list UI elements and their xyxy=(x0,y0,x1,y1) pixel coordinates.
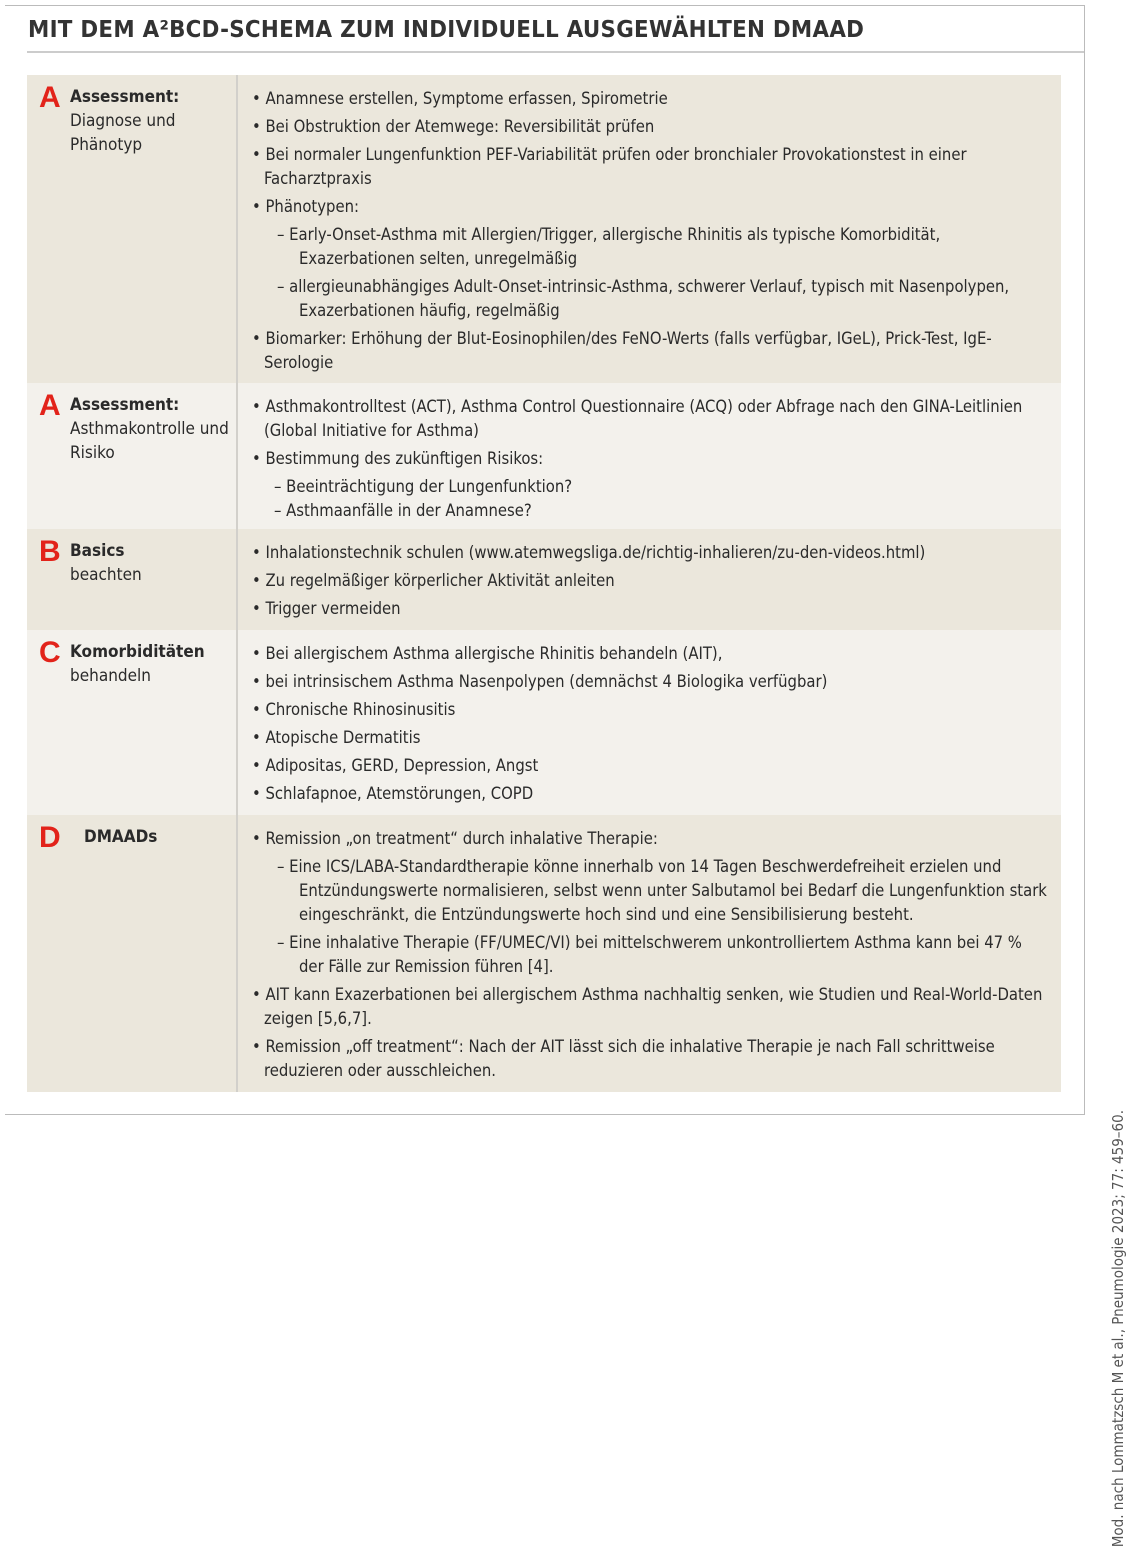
bullet-item: • bei intrinsischem Asthma Nasenpolypen (demnächst 4 Biologika verfügbar) xyxy=(252,672,828,691)
row-content xyxy=(238,630,1061,815)
row-label xyxy=(27,75,238,383)
bullet-item: • Biomarker: Erhöhung der Blut-Eosinophilen/des FeNO-Werts (falls verfügbar, IGeL), Prick-Test, IgE-Serologie xyxy=(252,329,992,372)
title-divider xyxy=(27,51,1084,53)
table-row xyxy=(27,529,1061,630)
step-subheading: behandeln xyxy=(70,666,151,686)
bullet-item: • Bestimmung des zukünftigen Risikos: xyxy=(252,449,544,468)
row-label xyxy=(27,383,238,529)
step-subheading: Diagnose und Phänotyp xyxy=(70,111,176,155)
schema-table xyxy=(27,75,1061,1092)
step-heading: Assessment: xyxy=(70,87,180,107)
page-title: MIT DEM A²BCD-SCHEMA ZUM INDIVIDUELL AUSGEWÄHLTEN DMAAD xyxy=(28,17,865,43)
step-heading: Assessment: xyxy=(70,395,180,415)
bullet-item: • Zu regelmäßiger körperlicher Aktivität anleiten xyxy=(252,571,615,590)
row-content xyxy=(238,383,1061,529)
bullet-item: • Trigger vermeiden xyxy=(252,599,401,618)
bullet-item: • Bei Obstruktion der Atemwege: Reversibilität prüfen xyxy=(252,117,655,136)
bullet-item: • Inhalationstechnik schulen (www.atemwegsliga.de/richtig-inhalieren/zu-den-videos.html) xyxy=(252,543,926,562)
sub-item: – Eine ICS/LABA-Standardtherapie könne innerhalb von 14 Tagen Beschwerdefreiheit erzielen und Entzündungswerte normalisieren, selbst wenn unter Salbutamol bei Bedarf die Lungenfunktion stark eingeschränkt, die Entzündungswerte hoch sind und eine Sensibilisierung besteht. xyxy=(277,857,1047,924)
bullet-item: • Atopische Dermatitis xyxy=(252,728,421,747)
step-letter: B xyxy=(39,535,61,568)
step-subheading: beachten xyxy=(70,565,142,585)
step-heading: Komorbiditäten xyxy=(70,642,205,662)
row-content xyxy=(238,529,1061,630)
row-content xyxy=(238,815,1061,1092)
table-row xyxy=(27,630,1061,815)
table-row xyxy=(27,383,1061,529)
bullet-item: • Bei allergischem Asthma allergische Rhinitis behandeln (AIT), xyxy=(252,644,723,663)
bullet-item: • Adipositas, GERD, Depression, Angst xyxy=(252,756,539,775)
bullet-item: • Asthmakontrolltest (ACT), Asthma Control Questionnaire (ACQ) oder Abfrage nach den GINA-Leitlinien (Global Initiative for Asthma) xyxy=(252,397,1023,440)
sub-item: – allergieunabhängiges Adult-Onset-intrinsic-Asthma, schwerer Verlauf, typisch mit Nasenpolypen, Exazerbationen häufig, regelmäßig xyxy=(277,277,1010,320)
step-letter: C xyxy=(39,636,61,669)
sub-item: – Early-Onset-Asthma mit Allergien/Trigger, allergische Rhinitis als typische Komorbidität, Exazerbationen selten, unregelmäßig xyxy=(277,225,941,268)
step-letter: A xyxy=(39,389,61,422)
row-label xyxy=(27,630,238,815)
step-heading: DMAADs xyxy=(84,827,158,847)
bullet-item: • Phänotypen: xyxy=(252,197,359,216)
row-label xyxy=(27,815,238,1092)
step-subheading: Asthmakontrolle und Risiko xyxy=(70,419,229,463)
step-letter: D xyxy=(39,821,61,854)
step-letter: A xyxy=(39,81,61,114)
table-row xyxy=(27,815,1061,1092)
bullet-item: • AIT kann Exazerbationen bei allergischem Asthma nachhaltig senken, wie Studien und Real-World-Daten zeigen [5,6,7]. xyxy=(252,985,1043,1028)
bullet-item: • Schlafapnoe, Atemstörungen, COPD xyxy=(252,784,534,803)
bullet-item: • Remission „on treatment“ durch inhalative Therapie: xyxy=(252,829,658,848)
bullet-item: • Bei normaler Lungenfunktion PEF-Variabilität prüfen oder bronchialer Provokationstest in einer Facharztpraxis xyxy=(252,145,967,188)
sub-item: – Eine inhalative Therapie (FF/UMEC/VI) bei mittelschwerem unkontrolliertem Asthma kann bei 47 % der Fälle zur Remission führen [4]. xyxy=(277,933,1022,976)
table-row xyxy=(27,75,1061,383)
row-content xyxy=(238,75,1061,383)
step-heading: Basics xyxy=(70,541,125,561)
bullet-item: • Anamnese erstellen, Symptome erfassen, Spirometrie xyxy=(252,89,668,108)
sub-item: – Beeinträchtigung der Lungenfunktion? xyxy=(274,477,573,496)
bullet-item: • Remission „off treatment“: Nach der AIT lässt sich die inhalative Therapie je nach Fall schrittweise reduzieren oder ausschleichen. xyxy=(252,1037,995,1080)
bullet-item: • Chronische Rhinosinusitis xyxy=(252,700,456,719)
row-label xyxy=(27,529,238,630)
sub-item: – Asthmaanfälle in der Anamnese? xyxy=(274,501,532,520)
source-text: Mod. nach Lommatzsch M et al., Pneumologie 2023; 77: 459–60. xyxy=(1109,1110,1127,1547)
